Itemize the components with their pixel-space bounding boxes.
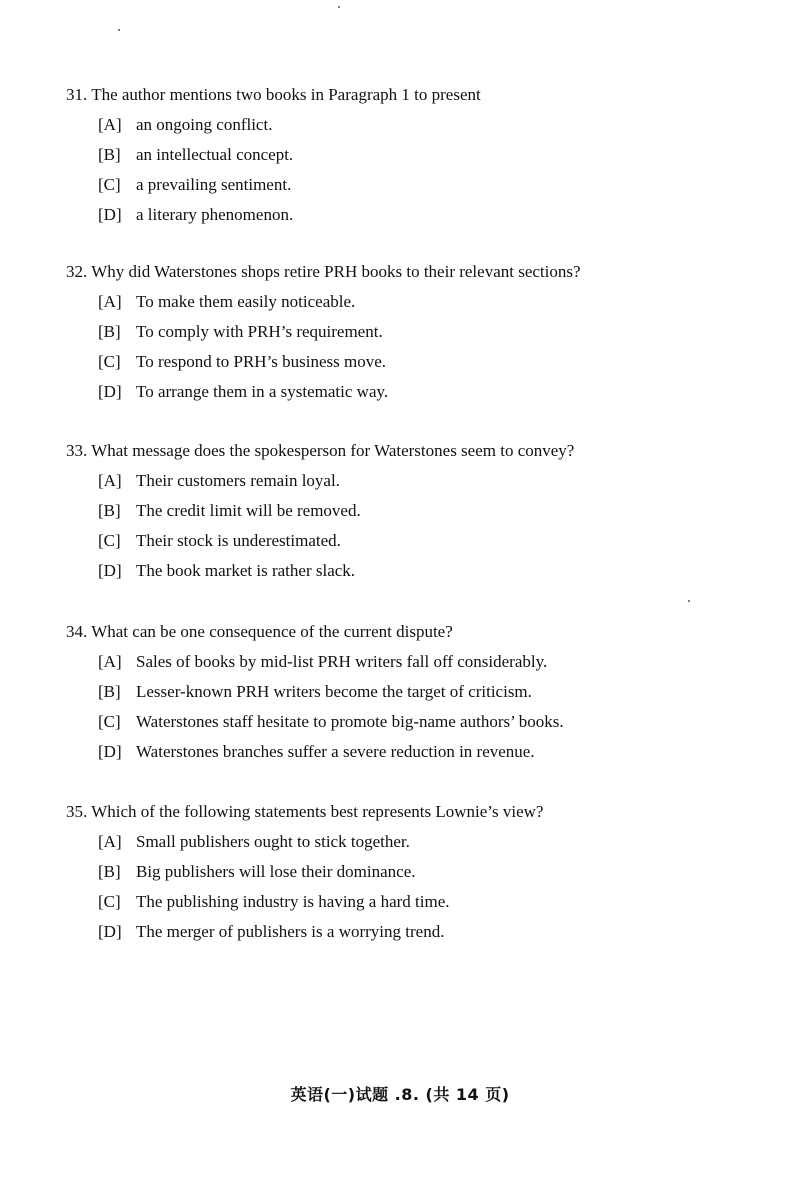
option-letter: [C] bbox=[98, 712, 121, 731]
page-footer: 英语(一)试题 .8. (共 14 页) bbox=[290, 1085, 510, 1104]
option-letter: [C] bbox=[98, 175, 121, 194]
option-d bbox=[98, 917, 766, 947]
option-d bbox=[98, 200, 766, 230]
option-text: The credit limit will be removed. bbox=[136, 501, 361, 520]
option-text: Waterstones staff hesitate to promote big-name authors’ books. bbox=[136, 712, 564, 731]
option-a bbox=[98, 647, 766, 677]
question-number: 32. bbox=[66, 262, 88, 281]
option-d bbox=[98, 377, 766, 407]
option-letter: [B] bbox=[98, 501, 121, 520]
option-c bbox=[98, 526, 766, 556]
question-number: 34. bbox=[66, 622, 88, 641]
option-letter: [B] bbox=[98, 862, 121, 881]
option-letter: [A] bbox=[98, 832, 122, 851]
option-letter: [B] bbox=[98, 322, 121, 341]
question-number: 31. bbox=[66, 85, 88, 104]
option-b bbox=[98, 496, 766, 526]
option-text: To arrange them in a systematic way. bbox=[136, 382, 389, 401]
option-a bbox=[98, 287, 766, 317]
question-32 bbox=[66, 257, 766, 407]
option-text: Lesser-known PRH writers become the target of criticism. bbox=[136, 682, 532, 701]
option-a bbox=[98, 466, 766, 496]
option-b bbox=[98, 140, 766, 170]
option-letter: [C] bbox=[98, 531, 121, 550]
option-letter: [A] bbox=[98, 292, 122, 311]
option-c bbox=[98, 887, 766, 917]
option-c bbox=[98, 170, 766, 200]
option-letter: [D] bbox=[98, 561, 122, 580]
option-text: Sales of books by mid-list PRH writers fall off considerably. bbox=[136, 652, 548, 671]
question-33 bbox=[66, 436, 766, 586]
question-stem bbox=[66, 617, 766, 647]
option-letter: [A] bbox=[98, 115, 122, 134]
scan-speck bbox=[118, 29, 120, 31]
question-stem bbox=[66, 257, 766, 287]
question-stem bbox=[66, 80, 766, 110]
option-letter: [A] bbox=[98, 652, 122, 671]
question-34 bbox=[66, 617, 766, 767]
option-letter: [D] bbox=[98, 382, 122, 401]
question-stem bbox=[66, 797, 766, 827]
question-number: 33. bbox=[66, 441, 88, 460]
question-text: The author mentions two books in Paragraph 1 to present bbox=[91, 85, 481, 104]
option-a bbox=[98, 110, 766, 140]
option-letter: [A] bbox=[98, 471, 122, 490]
question-text: Which of the following statements best represents Lownie’s view? bbox=[91, 802, 544, 821]
option-text: The merger of publishers is a worrying trend. bbox=[136, 922, 445, 941]
question-text: What message does the spokesperson for Waterstones seem to convey? bbox=[91, 441, 575, 460]
question-31 bbox=[66, 80, 766, 230]
option-text: Small publishers ought to stick together. bbox=[136, 832, 410, 851]
option-letter: [D] bbox=[98, 205, 122, 224]
question-text: Why did Waterstones shops retire PRH books to their relevant sections? bbox=[91, 262, 581, 281]
option-text: To make them easily noticeable. bbox=[136, 292, 356, 311]
option-text: a literary phenomenon. bbox=[136, 205, 294, 224]
scan-speck bbox=[688, 600, 690, 602]
scan-speck bbox=[338, 6, 340, 8]
option-text: Their customers remain loyal. bbox=[136, 471, 340, 490]
option-c bbox=[98, 707, 766, 737]
option-d bbox=[98, 556, 766, 586]
question-number: 35. bbox=[66, 802, 88, 821]
option-letter: [C] bbox=[98, 892, 121, 911]
option-text: an ongoing conflict. bbox=[136, 115, 273, 134]
option-text: To respond to PRH’s business move. bbox=[136, 352, 387, 371]
option-letter: [D] bbox=[98, 742, 122, 761]
option-text: an intellectual concept. bbox=[136, 145, 294, 164]
question-stem bbox=[66, 436, 766, 466]
option-text: To comply with PRH’s requirement. bbox=[136, 322, 383, 341]
question-text: What can be one consequence of the current dispute? bbox=[91, 622, 453, 641]
option-b bbox=[98, 857, 766, 887]
option-b bbox=[98, 317, 766, 347]
option-text: The book market is rather slack. bbox=[136, 561, 356, 580]
option-letter: [C] bbox=[98, 352, 121, 371]
option-b bbox=[98, 677, 766, 707]
option-c bbox=[98, 347, 766, 377]
option-text: Their stock is underestimated. bbox=[136, 531, 341, 550]
option-letter: [B] bbox=[98, 145, 121, 164]
option-text: Big publishers will lose their dominance. bbox=[136, 862, 416, 881]
option-d bbox=[98, 737, 766, 767]
option-a bbox=[98, 827, 766, 857]
option-text: a prevailing sentiment. bbox=[136, 175, 292, 194]
option-text: Waterstones branches suffer a severe reduction in revenue. bbox=[136, 742, 535, 761]
option-letter: [B] bbox=[98, 682, 121, 701]
question-35 bbox=[66, 797, 766, 947]
option-letter: [D] bbox=[98, 922, 122, 941]
option-text: The publishing industry is having a hard time. bbox=[136, 892, 450, 911]
